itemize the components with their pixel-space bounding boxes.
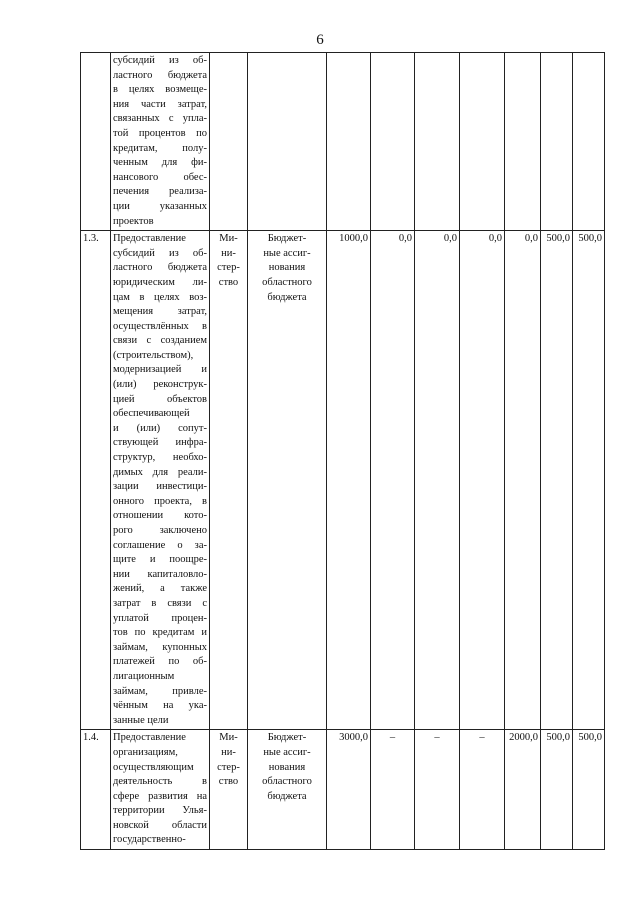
funding-source-line: Бюджет- — [267, 233, 307, 245]
row-year-value: 0,0 — [415, 231, 460, 730]
funding-source-line: ные ассиг- — [263, 247, 311, 259]
description-line: связанных с упла- — [113, 113, 207, 125]
description-line: цией объектов — [113, 393, 207, 405]
description-line: нансового обес- — [113, 171, 207, 183]
description-line: цам в целях воз- — [113, 291, 207, 303]
description-line: затрат в связи с — [113, 597, 207, 609]
description-line: уплатой процен- — [113, 612, 207, 624]
description-line: и (или) сопут- — [113, 422, 207, 434]
funding-source-line: Бюджет- — [267, 732, 307, 744]
description-line: осуществляющим — [113, 761, 194, 773]
row-description — [111, 53, 210, 231]
description-line: ластного бюджета — [113, 69, 207, 81]
row-year-value — [460, 53, 505, 231]
row-year-value: – — [415, 730, 460, 850]
description-line: платежей по об- — [113, 656, 207, 668]
table-row — [81, 53, 605, 231]
description-line: сфере развития на — [113, 790, 207, 802]
row-year-value — [415, 53, 460, 231]
description-line: проектов — [113, 215, 154, 227]
description-line: димых для реали- — [113, 466, 207, 478]
description-line: государственно- — [113, 834, 186, 846]
description-line: жений, а также — [113, 583, 207, 595]
description-line: территории Улья- — [113, 805, 207, 817]
description-line: мещения затрат, — [113, 306, 207, 318]
row-year-value — [505, 53, 541, 231]
description-line: отношении кото- — [113, 510, 207, 522]
funding-source-line: нования — [268, 761, 306, 773]
row-year-value — [541, 53, 573, 231]
description-line: печения реализа- — [113, 186, 207, 198]
program-table — [80, 52, 605, 850]
row-funding-source — [248, 730, 327, 850]
funding-source-line: областного — [262, 776, 312, 788]
row-year-value: – — [371, 730, 415, 850]
description-line: займам, привле- — [113, 685, 207, 697]
executor-line: ни- — [221, 746, 236, 758]
row-funding-source — [248, 53, 327, 231]
row-number: 1.4. — [81, 730, 111, 850]
funding-source-line: бюджета — [267, 790, 307, 802]
description-line: связи с созданием — [113, 335, 207, 347]
row-number — [81, 53, 111, 231]
row-year-value: 500,0 — [541, 231, 573, 730]
description-line: новской области — [113, 819, 207, 831]
description-line: обеспечивающей — [113, 408, 190, 420]
funding-source-line: ные ассиг- — [263, 746, 311, 758]
description-line: субсидий из об- — [113, 55, 207, 66]
description-line: Предоставление — [113, 732, 186, 744]
row-year-value — [371, 53, 415, 231]
row-executor — [210, 730, 248, 850]
description-line: кредитам, полу- — [113, 142, 207, 154]
description-line: осуществлённых в — [113, 320, 207, 332]
row-year-value: – — [460, 730, 505, 850]
description-line: (или) реконструк- — [113, 379, 207, 391]
row-total-value — [327, 53, 371, 231]
description-line: ции указанных — [113, 200, 207, 212]
description-line: структур, необхо- — [113, 452, 207, 464]
description-line: в целях возмеще- — [113, 84, 207, 96]
description-line: занные цели — [113, 714, 169, 726]
description-line: организациям, — [113, 746, 178, 758]
row-funding-source — [248, 231, 327, 730]
row-year-value: 0,0 — [505, 231, 541, 730]
row-number: 1.3. — [81, 231, 111, 730]
description-line: онного проекта, в — [113, 495, 207, 507]
row-year-value: 500,0 — [541, 730, 573, 850]
row-year-value: 2000,0 — [505, 730, 541, 850]
funding-source-line: бюджета — [267, 291, 307, 303]
executor-line: Ми- — [219, 732, 238, 744]
row-year-value: 0,0 — [460, 231, 505, 730]
description-line: ченным для фи- — [113, 157, 207, 169]
row-year-value: 500,0 — [573, 231, 605, 730]
page-number: 6 — [316, 32, 324, 48]
description-line: нии капиталовло- — [113, 568, 207, 580]
description-line: лигационным — [113, 670, 175, 682]
row-year-value — [573, 53, 605, 231]
description-line: чённым на ука- — [113, 700, 207, 712]
description-line: Предоставление — [113, 233, 186, 245]
executor-line: ство — [218, 776, 239, 788]
description-line: ния части затрат, — [113, 98, 207, 110]
description-line: модернизацией и — [113, 364, 207, 376]
description-line: соглашение о за- — [113, 539, 207, 551]
executor-line: ство — [218, 276, 239, 288]
row-executor — [210, 231, 248, 730]
row-total-value: 3000,0 — [327, 730, 371, 850]
executor-line: стер- — [217, 761, 240, 773]
row-year-value: 0,0 — [371, 231, 415, 730]
executor-line: стер- — [217, 262, 240, 274]
description-line: субсидий из об- — [113, 247, 207, 259]
row-description — [111, 231, 210, 730]
row-executor — [210, 53, 248, 231]
description-line: (строительством), — [113, 349, 194, 361]
funding-source-line: областного — [262, 276, 312, 288]
description-line: тов по кредитам и — [113, 627, 207, 639]
table-row — [81, 730, 605, 850]
description-line: займам, купонных — [113, 641, 207, 653]
description-line: ластного бюджета — [113, 262, 207, 274]
description-line: рого заключено — [113, 525, 207, 536]
description-line: юридическим ли- — [113, 276, 207, 288]
description-line: зации инвестици- — [113, 481, 207, 493]
executor-line: Ми- — [219, 233, 238, 245]
funding-source-line: нования — [268, 262, 306, 274]
executor-line: ни- — [221, 247, 236, 259]
table-row — [81, 231, 605, 730]
description-line: ствующей инфра- — [113, 437, 207, 449]
description-line: деятельность в — [113, 776, 207, 788]
row-description — [111, 730, 210, 850]
row-year-value: 500,0 — [573, 730, 605, 850]
description-line: той процентов по — [113, 127, 207, 139]
description-line: щите и поощре- — [113, 554, 207, 566]
row-total-value: 1000,0 — [327, 231, 371, 730]
